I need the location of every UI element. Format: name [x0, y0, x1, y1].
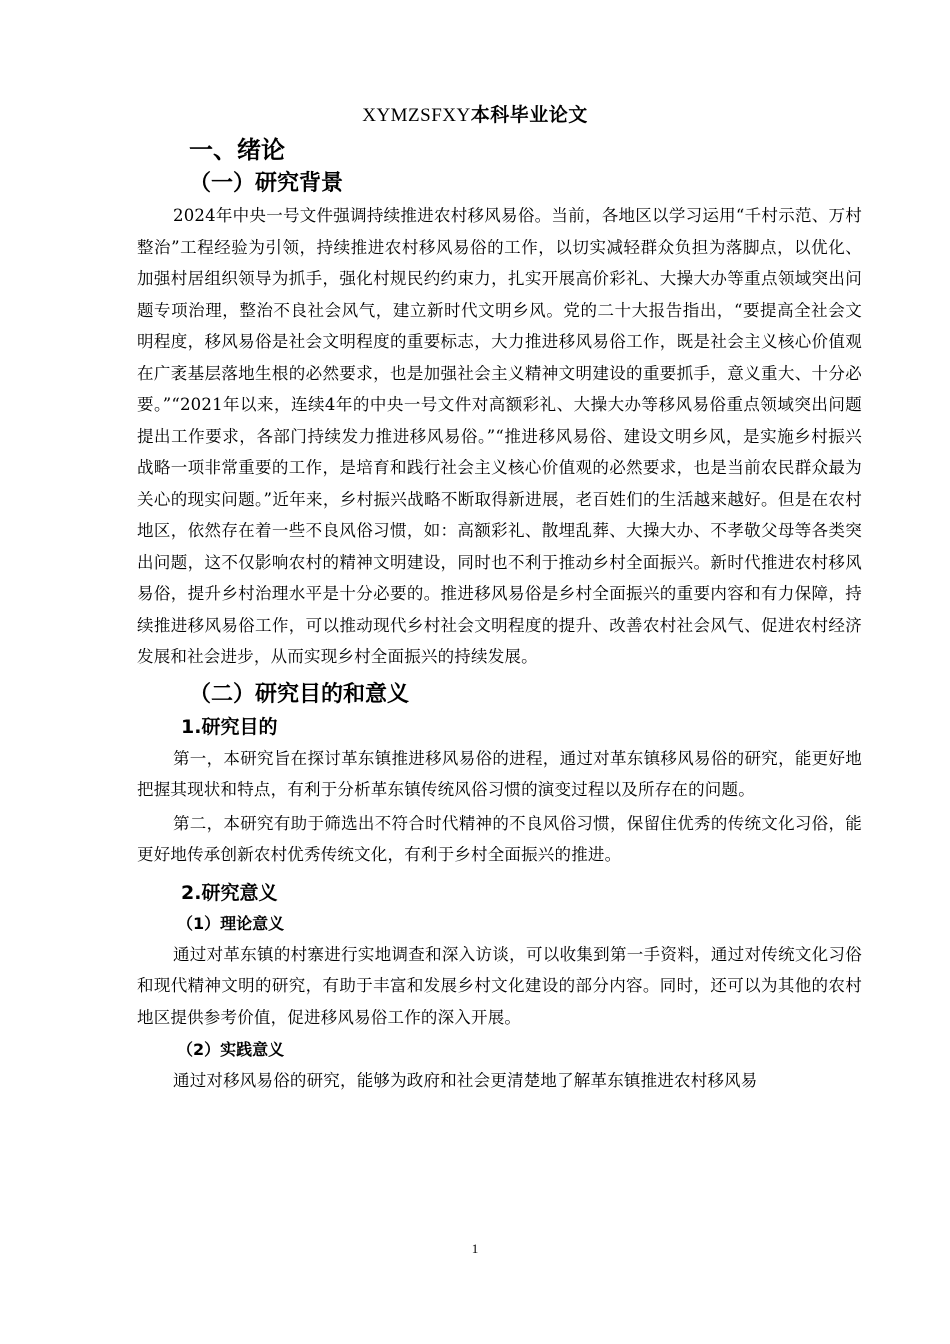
header-code: XYMZSFXY	[362, 105, 471, 126]
heading-practice: （2）实践意义	[177, 1040, 285, 1059]
section-heading-background: （一）研究背景	[189, 171, 344, 196]
paragraph-theory: 通过对革东镇的村寨进行实地调查和深入访谈，可以收集到第一手资料，通过对传统文化习俗和现代精神文明的研究，有助于丰富和发展乡村文化建设的部分内容。同时，还可以为其他的农村地区提供参考价值，促进移风易俗工作的深入开展。	[137, 944, 862, 1027]
heading-theory: （1）理论意义	[177, 913, 285, 933]
subsection-heading-purpose: 1.研究目的	[181, 715, 278, 738]
paragraph-purpose-1: 第一，本研究旨在探讨革东镇推进移风易俗的进程，通过对革东镇移风易俗的研究，能更好地把握其现状和特点，有利于分析革东镇传统风俗习惯的演变过程以及所存在的问题。	[137, 748, 862, 799]
subsection-heading-meaning: 2.研究意义	[181, 881, 278, 904]
chapter-heading: 一、绪论	[189, 136, 285, 164]
page-header	[0, 100, 950, 127]
paragraph-background: 2024年中央一号文件强调持续推进农村移风易俗。当前，各地区以学习运用“千村示范、万村整治”工程经验为引领，持续推进农村移风易俗的工作，以切实减轻群众负担为落脚点，以优化、加强村居组织领导为抓手，强化村规民约约束力，扎实开展高价彩礼、大操大办等重点领域突出问题专项治理，整治不良社会风气，建立新时代文明乡风。党的二十大报告指出，“要提高全社会文明程度，移风易俗是社会文明程度的重要标志，大力推进移风易俗工作，既是社会主义核心价值观在广袤基层落地生根的必然要求，也是加强社会主义精神文明建设的重要抓手，意义重大、十分必要。”“2021年以来，连续4年的中央一号文件对高额彩礼、大操大办等移风易俗重点领域突出问题提出工作要求，各部门持续发力推进移风易俗。”“推进移风易俗、建设文明乡风，是实施乡村振兴战略一项非常重要的工作，是培育和践行社会主义核心价值观的必然要求，也是当前农民群众最为关心的现实问题。”近年来，乡村振兴战略不断取得新进展，老百姓们的生活越来越好。但是在农村地区，依然存在着一些不良风俗习惯，如：高额彩礼、散埋乱葬、大操大办、不孝敬父母等各类突出问题，这不仅影响农村的精神文明建设，同时也不利于推动乡村全面振兴。新时代推进农村移风易俗，提升乡村治理水平是十分必要的。推进移风易俗是乡村全面振兴的重要内容和有力保障，持续推进移风易俗工作，可以推动现代乡村社会文明程度的提升、改善农村社会风气、促进农村经济发展和社会进步，从而实现乡村全面振兴的持续发展。	[137, 206, 862, 666]
document-body	[137, 132, 862, 1097]
page-number: 1	[471, 1241, 479, 1256]
header-title: 本科毕业论文	[470, 104, 588, 126]
paragraph-practice: 通过对移风易俗的研究，能够为政府和社会更清楚地了解革东镇推进农村移风易	[173, 1071, 758, 1090]
section-heading-purpose: （二）研究目的和意义	[189, 681, 410, 707]
paragraph-purpose-2: 第二，本研究有助于筛选出不符合时代精神的不良风俗习惯，保留住优秀的传统文化习俗，能更好地传承创新农村优秀传统文化，有利于乡村全面振兴的推进。	[137, 813, 862, 864]
